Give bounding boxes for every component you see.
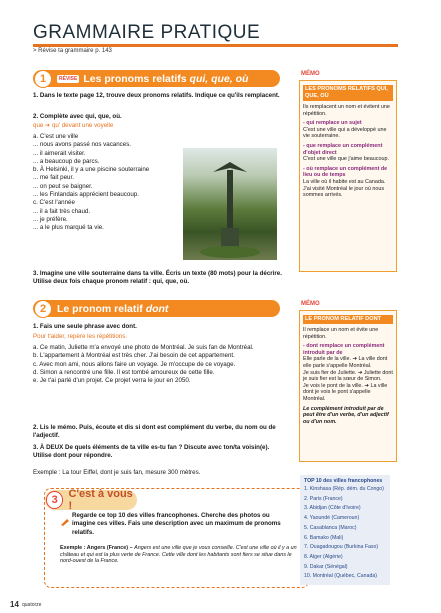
memo2-tab: MÉMO (301, 301, 320, 307)
section3-example-text: Angers est une ville que je vous conseille. C'est une ville où il y a un château et qui est la plus verte de France. Cette ville dont les habitants sont fiers se situe dans le nord-ouest de la France. (60, 545, 297, 565)
page-number: 14 (10, 600, 19, 609)
exercise-line: d. Simon a rencontré une fille. Il est tombé amoureux de cette fille. (33, 368, 215, 376)
section2-exercise1: 1. Fais une seule phrase avec dont. (33, 323, 137, 330)
exercise-line: ... je préfère. (33, 215, 68, 223)
list-item: 6. Bamako (Mali) (304, 534, 344, 541)
memo2-example3: Je vois le pont de la ville. ➔ La ville dont je vois le pont s'appelle Montréal. (303, 382, 388, 402)
section3-header (45, 490, 137, 510)
section2-number: 2 (34, 300, 52, 318)
exercise-line: b. L'appartement à Montréal est très cher. J'ai besoin de cet appartement. (33, 352, 235, 360)
section1-exercise2-hint: que ➔ qu' devant une voyelle (33, 122, 114, 129)
memo2-heading: LE PRONOM RELATIF DONT (303, 315, 393, 324)
exercise-line: b. À Helsinki, il y a une piscine souterraine (33, 166, 150, 174)
grammar-reference: > Révise ta grammaire p. 143 (33, 48, 112, 54)
exercise-line: c. C'est l'année (33, 199, 75, 207)
top10-title: TOP 10 des villes francophones (304, 478, 383, 484)
memo1-ou-example1: La ville où il habite est au Canada. (303, 178, 386, 185)
memo1-body (300, 104, 396, 199)
memo1-tab: MÉMO (301, 71, 320, 77)
section1-exercise2-title: 2. Complète avec qui, que, où. (33, 113, 122, 120)
memo2-intro: Il remplace un nom et évite une répétition. (303, 327, 379, 340)
revise-tag: RÉVISE (59, 75, 78, 82)
list-item: 1. Kinshasa (Rép. dém. du Congo) (304, 486, 384, 492)
list-item: 4. Yaoundé (Cameroun) (304, 515, 360, 522)
exercise-line: c. Avec mon ami, nous allons faire un voyage. Je m'occupe de ce voyage. (33, 360, 236, 368)
list-item: 3. Abidjan (Côte d'Ivoire) (304, 505, 361, 512)
memo1-qui-example: C'est une ville qui a développé une vie souterraine. (303, 126, 387, 140)
list-item: 2. Paris (France) (304, 495, 343, 502)
section2-header (33, 300, 280, 317)
section2-heading-part1: Le pronom relatif (57, 302, 146, 315)
section3-example (60, 545, 305, 565)
exercise-line: ... on peut se baigner. (33, 182, 93, 190)
section1-number: 1 (34, 70, 52, 88)
section3-instruction: Regarde ce top 10 des villes francophones. Cherche des photos ou imagine ces villes. Fais une description avec un maximum de pronoms relatifs. (72, 512, 281, 536)
top10-list (300, 485, 390, 582)
exercise-line: a. Ce matin, Juliette m'a envoyé une photo de Montréal. Je suis fan de Montréal. (33, 344, 254, 351)
section1-header (33, 70, 280, 87)
section1-exercise3: 3. Imagine une ville souterraine dans ta ville. Écris un texte (80 mots) pour la décrire. Utilise deux fois chaque pronom relatif : qui, que, où. (33, 270, 282, 286)
exercise-line: e. Je t'ai parlé d'un projet. Ce projet verra le jour en 2050. (33, 377, 191, 385)
exercise-line: ... il a fait très chaud. (33, 207, 91, 215)
section2-heading-part2: dont (145, 302, 169, 315)
section1-exercise2-lines (33, 133, 183, 233)
exercise-line: ... me fait peur. (33, 174, 74, 182)
memo1-qui-rule: - qui remplace un sujet (303, 120, 362, 127)
section2-exercise2: 2. Lis le mémo. Puis, écoute et dis si dont est complément du verbe, du nom ou de l'adjectif. (33, 424, 276, 440)
section3-number: 3 (46, 491, 63, 509)
memo1-intro: Ils remplacent un nom et évitent une répétition. (303, 104, 390, 117)
monument-illustration (183, 148, 277, 260)
monument-photo (183, 148, 277, 260)
section1-heading-part1: Les pronoms relatifs (83, 72, 190, 85)
exercise-line: ... a le plus marqué ta vie. (33, 224, 104, 232)
section2-exercise3-example: Exemple : La tour Eiffel, dont je suis fan, mesure 300 mètres. (33, 469, 201, 476)
exercise-line: a. C'est une ville (33, 133, 79, 140)
memo1-que-example: C'est une ville que j'aime beaucoup. (303, 156, 389, 163)
memo2-rule: - dont remplace un complément introduit par de (303, 343, 385, 356)
section2-exercise1-hint: Pour t'aider, repère les répétitions. (33, 333, 128, 340)
memo1-ou-example2: J'ai visité Montréal le jour où nous sommes arrivés. (303, 185, 385, 199)
list-item: 8. Alger (Algérie) (304, 553, 343, 560)
page-title: GRAMMAIRE PRATIQUE (33, 22, 261, 43)
memo1-ou-rule: - où remplace un complément de lieu ou de temps (303, 165, 388, 179)
memo1-heading: LES PRONOMS RELATIFS QUI, QUE, OÙ (303, 85, 393, 101)
section1-exercise1: 1. Dans le texte page 12, trouve deux pronoms relatifs. Indique ce qu'ils remplacent. (33, 92, 280, 99)
list-item: 9. Dakar (Sénégal) (304, 563, 348, 570)
memo2-box (299, 310, 397, 462)
page-footer (0, 600, 441, 613)
memo2-note: Le complément introduit par de peut être d'un verbe, d'un adjectif ou d'un nom. (303, 405, 389, 425)
memo1-que-rule: - que remplace un complément d'objet direct (303, 142, 383, 156)
list-item: 7. Ouagadougou (Burkina Faso) (304, 544, 379, 551)
page-word: quatorze (22, 602, 42, 608)
section3-example-label: Exemple : Angers (France) – (60, 545, 133, 551)
section1-heading-part2: qui, que, où (189, 72, 249, 85)
top10-box (300, 475, 390, 585)
pencil-icon (60, 513, 70, 521)
exercise-line: ... les Finlandais apprécient beaucoup. (33, 191, 139, 199)
section3-heading: C'est à vous ! (68, 488, 133, 512)
list-item: 5. Casablanca (Maroc) (304, 524, 357, 531)
list-item: 10. Montréal (Québec, Canada) (304, 573, 377, 580)
memo2-body (300, 327, 396, 425)
memo1-box (299, 80, 397, 272)
memo2-example1: Elle parle de la ville. ➔ La ville dont elle parle s'appelle Montréal. (303, 356, 388, 369)
exercise-line: ... nous avons passé nos vacances. (33, 141, 132, 149)
memo2-example2: Je suis fier de Juliette. ➔ Juliette dont je suis fier est la sœur de Simon. (303, 369, 393, 383)
section2-exercise3: 3. À DEUX De quels éléments de ta ville es-tu fan ? Discute avec ton/ta voisin(e). Utilise dont pour répondre. (33, 444, 270, 460)
section2-exercise1-lines (33, 344, 283, 385)
title-underline (33, 44, 398, 47)
exercise-line: ... il aimerait visiter. (33, 149, 86, 157)
exercise-line: ... a beaucoup de parcs. (33, 157, 100, 165)
